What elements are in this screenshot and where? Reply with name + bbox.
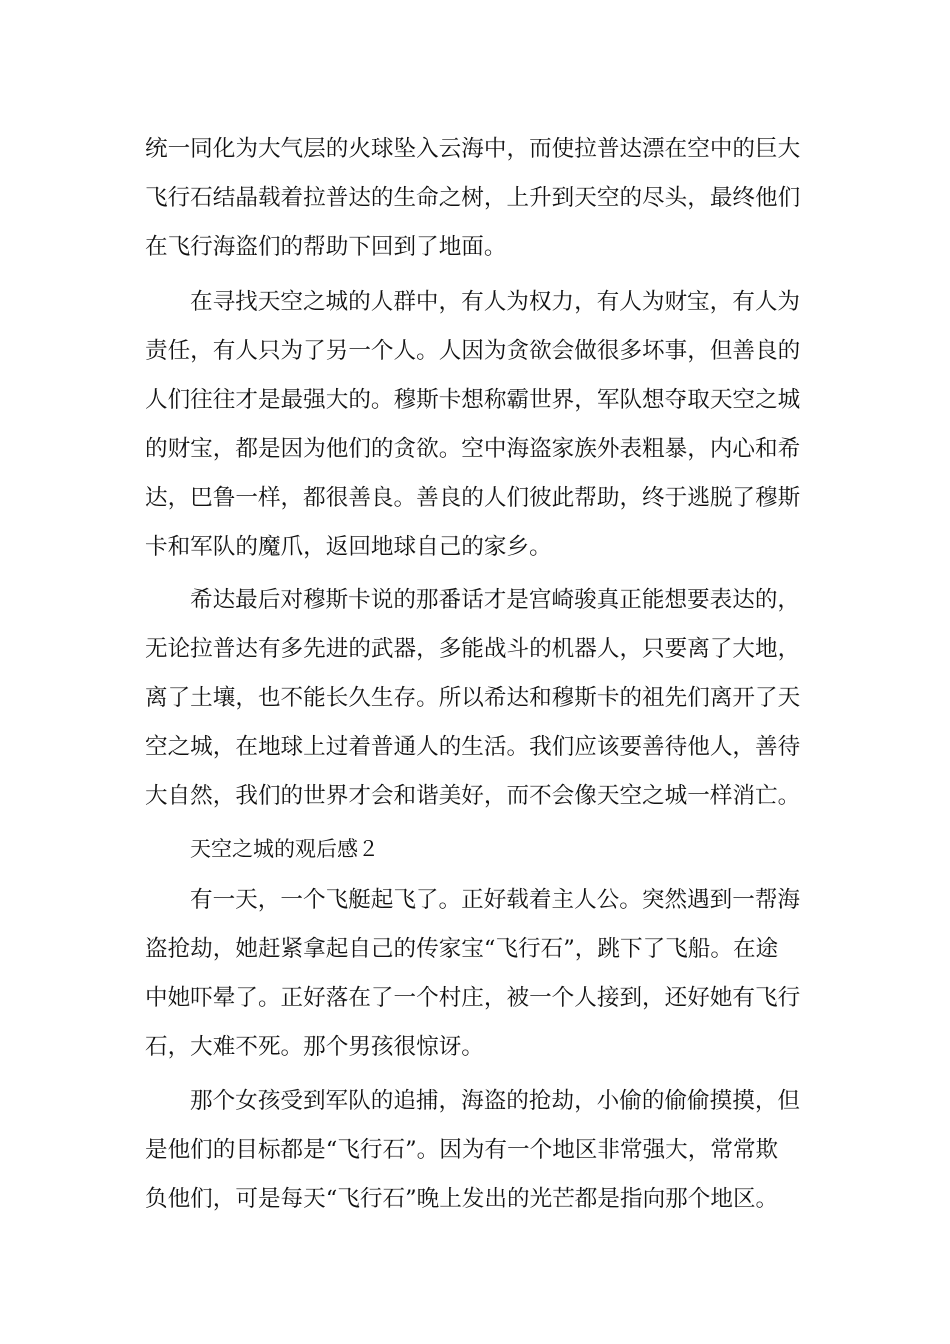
text-line: 那个女孩受到军队的追捕，海盗的抢劫，小偷的偷偷摸摸，但	[190, 1088, 801, 1114]
text-line: 在飞行海盗们的帮助下回到了地面。	[145, 234, 507, 260]
text-line: 负他们，可是每天“飞行石”晚上发出的光芒都是指向那个地区。	[145, 1186, 779, 1212]
text-line: 中她吓晕了。正好落在了一个村庄，被一个人接到，还好她有飞行	[145, 985, 801, 1011]
text-line: 有一天，一个飞艇起飞了。正好载着主人公。突然遇到一帮海	[190, 887, 801, 913]
text-line: 是他们的目标都是“飞行石”。因为有一个地区非常强大，常常欺	[145, 1137, 779, 1163]
text-line: 的财宝，都是因为他们的贪欲。空中海盗家族外表粗暴，内心和希	[145, 436, 801, 462]
text-line: 飞行石结晶载着拉普达的生命之树，上升到天空的尽头，最终他们	[145, 185, 801, 211]
text-line: 离了土壤，也不能长久生存。所以希达和穆斯卡的祖先们离开了天	[145, 685, 801, 711]
text-line: 责任，有人只为了另一个人。人因为贪欲会做很多坏事，但善良的	[145, 338, 801, 364]
text-line: 大自然，我们的世界才会和谐美好，而不会像天空之城一样消亡。	[145, 783, 801, 809]
text-line: 达，巴鲁一样，都很善良。善良的人们彼此帮助，终于逃脱了穆斯	[145, 485, 801, 511]
text-line: 无论拉普达有多先进的武器，多能战斗的机器人，只要离了大地，	[145, 636, 801, 662]
text-line: 盗抢劫，她赶紧拿起自己的传家宝“飞行石”，跳下了飞船。在途	[145, 936, 779, 962]
text-line: 空之城，在地球上过着普通人的生活。我们应该要善待他人，善待	[145, 734, 801, 760]
text-line: 希达最后对穆斯卡说的那番话才是宫崎骏真正能想要表达的，	[190, 587, 801, 613]
text-line: 卡和军队的魔爪，返回地球自己的家乡。	[145, 534, 552, 560]
text-line: 石，大难不死。那个男孩很惊讶。	[145, 1034, 484, 1060]
text-line: 统一同化为大气层的火球坠入云海中，而使拉普达漂在空中的巨大	[145, 136, 801, 162]
section-heading: 天空之城的观后感２	[190, 837, 379, 861]
text-line: 人们往往才是最强大的。穆斯卡想称霸世界，军队想夺取天空之城	[145, 387, 801, 413]
text-line: 在寻找天空之城的人群中，有人为权力，有人为财宝，有人为	[190, 289, 801, 315]
